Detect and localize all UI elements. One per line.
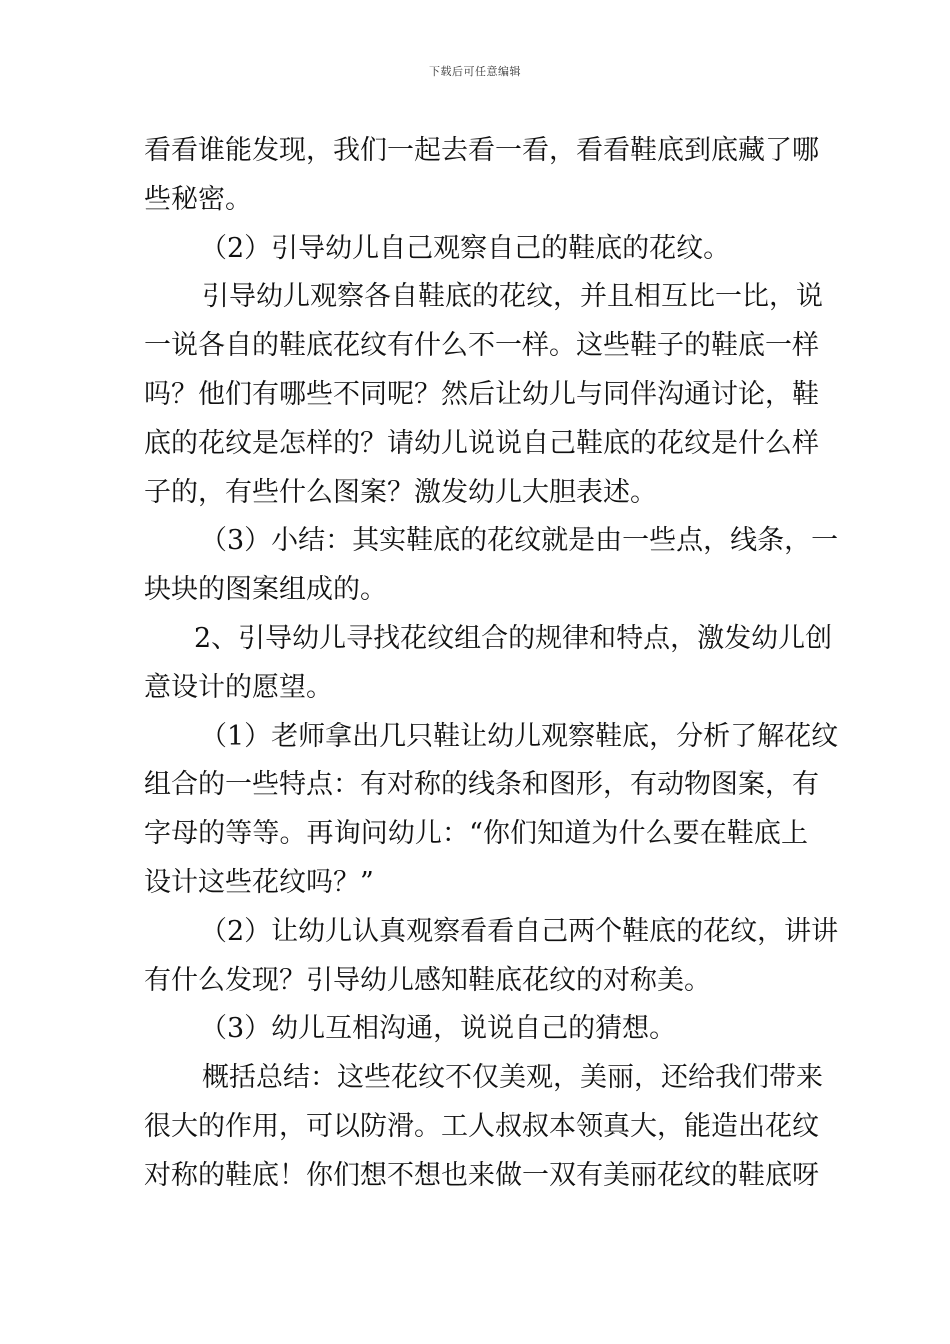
text-line: 意设计的愿望。 xyxy=(144,671,333,703)
text-line: 组合的一些特点：有对称的线条和图形，有动物图案，有 xyxy=(144,769,819,801)
text-line: 块块的图案组成的。 xyxy=(144,574,387,606)
text-line: 一说各自的鞋底花纹有什么不一样。这些鞋子的鞋底一样 xyxy=(144,330,819,362)
text-line: （2）引导幼儿自己观察自己的鞋底的花纹。 xyxy=(200,232,731,264)
text-line: 底的花纹是怎样的？请幼儿说说自己鞋底的花纹是什么样 xyxy=(144,427,819,459)
text-line: 看看谁能发现，我们一起去看一看，看看鞋底到底藏了哪 xyxy=(144,135,819,166)
text-line: 设计这些花纹吗？” xyxy=(144,866,374,898)
text-line: 有什么发现？引导幼儿感知鞋底花纹的对称美。 xyxy=(144,964,711,996)
text-line: （1）老师拿出几只鞋让幼儿观察鞋底，分析了解花纹 xyxy=(200,720,839,752)
body-text xyxy=(144,127,839,1201)
text-line: 字母的等等。再询问幼儿：“你们知道为什么要在鞋底上 xyxy=(144,818,808,850)
text-line: 些秘密。 xyxy=(144,183,252,215)
text-line: （2）让幼儿认真观察看看自己两个鞋底的花纹，讲讲 xyxy=(200,915,839,947)
page-header: 下载后可任意编辑 xyxy=(429,65,521,78)
text-line: 吗？他们有哪些不同呢？然后让幼儿与同伴沟通讨论，鞋 xyxy=(144,378,819,410)
text-line: 对称的鞋底！你们想不想也来做一双有美丽花纹的鞋底呀 xyxy=(144,1159,819,1191)
text-line: （3）幼儿互相沟通，说说自己的猜想。 xyxy=(200,1013,677,1045)
text-line: 概括总结：这些花纹不仅美观，美丽，还给我们带来 xyxy=(202,1062,823,1094)
text-line: 子的，有些什么图案？激发幼儿大胆表述。 xyxy=(144,476,657,508)
text-line: （3）小结：其实鞋底的花纹就是由一些点，线条，一 xyxy=(200,525,839,557)
text-line: 很大的作用，可以防滑。工人叔叔本领真大，能造出花纹 xyxy=(144,1110,819,1142)
text-line: 2、引导幼儿寻找花纹组合的规律和特点，激发幼儿创 xyxy=(194,622,833,654)
text-line: 引导幼儿观察各自鞋底的花纹，并且相互比一比，说 xyxy=(202,281,823,313)
